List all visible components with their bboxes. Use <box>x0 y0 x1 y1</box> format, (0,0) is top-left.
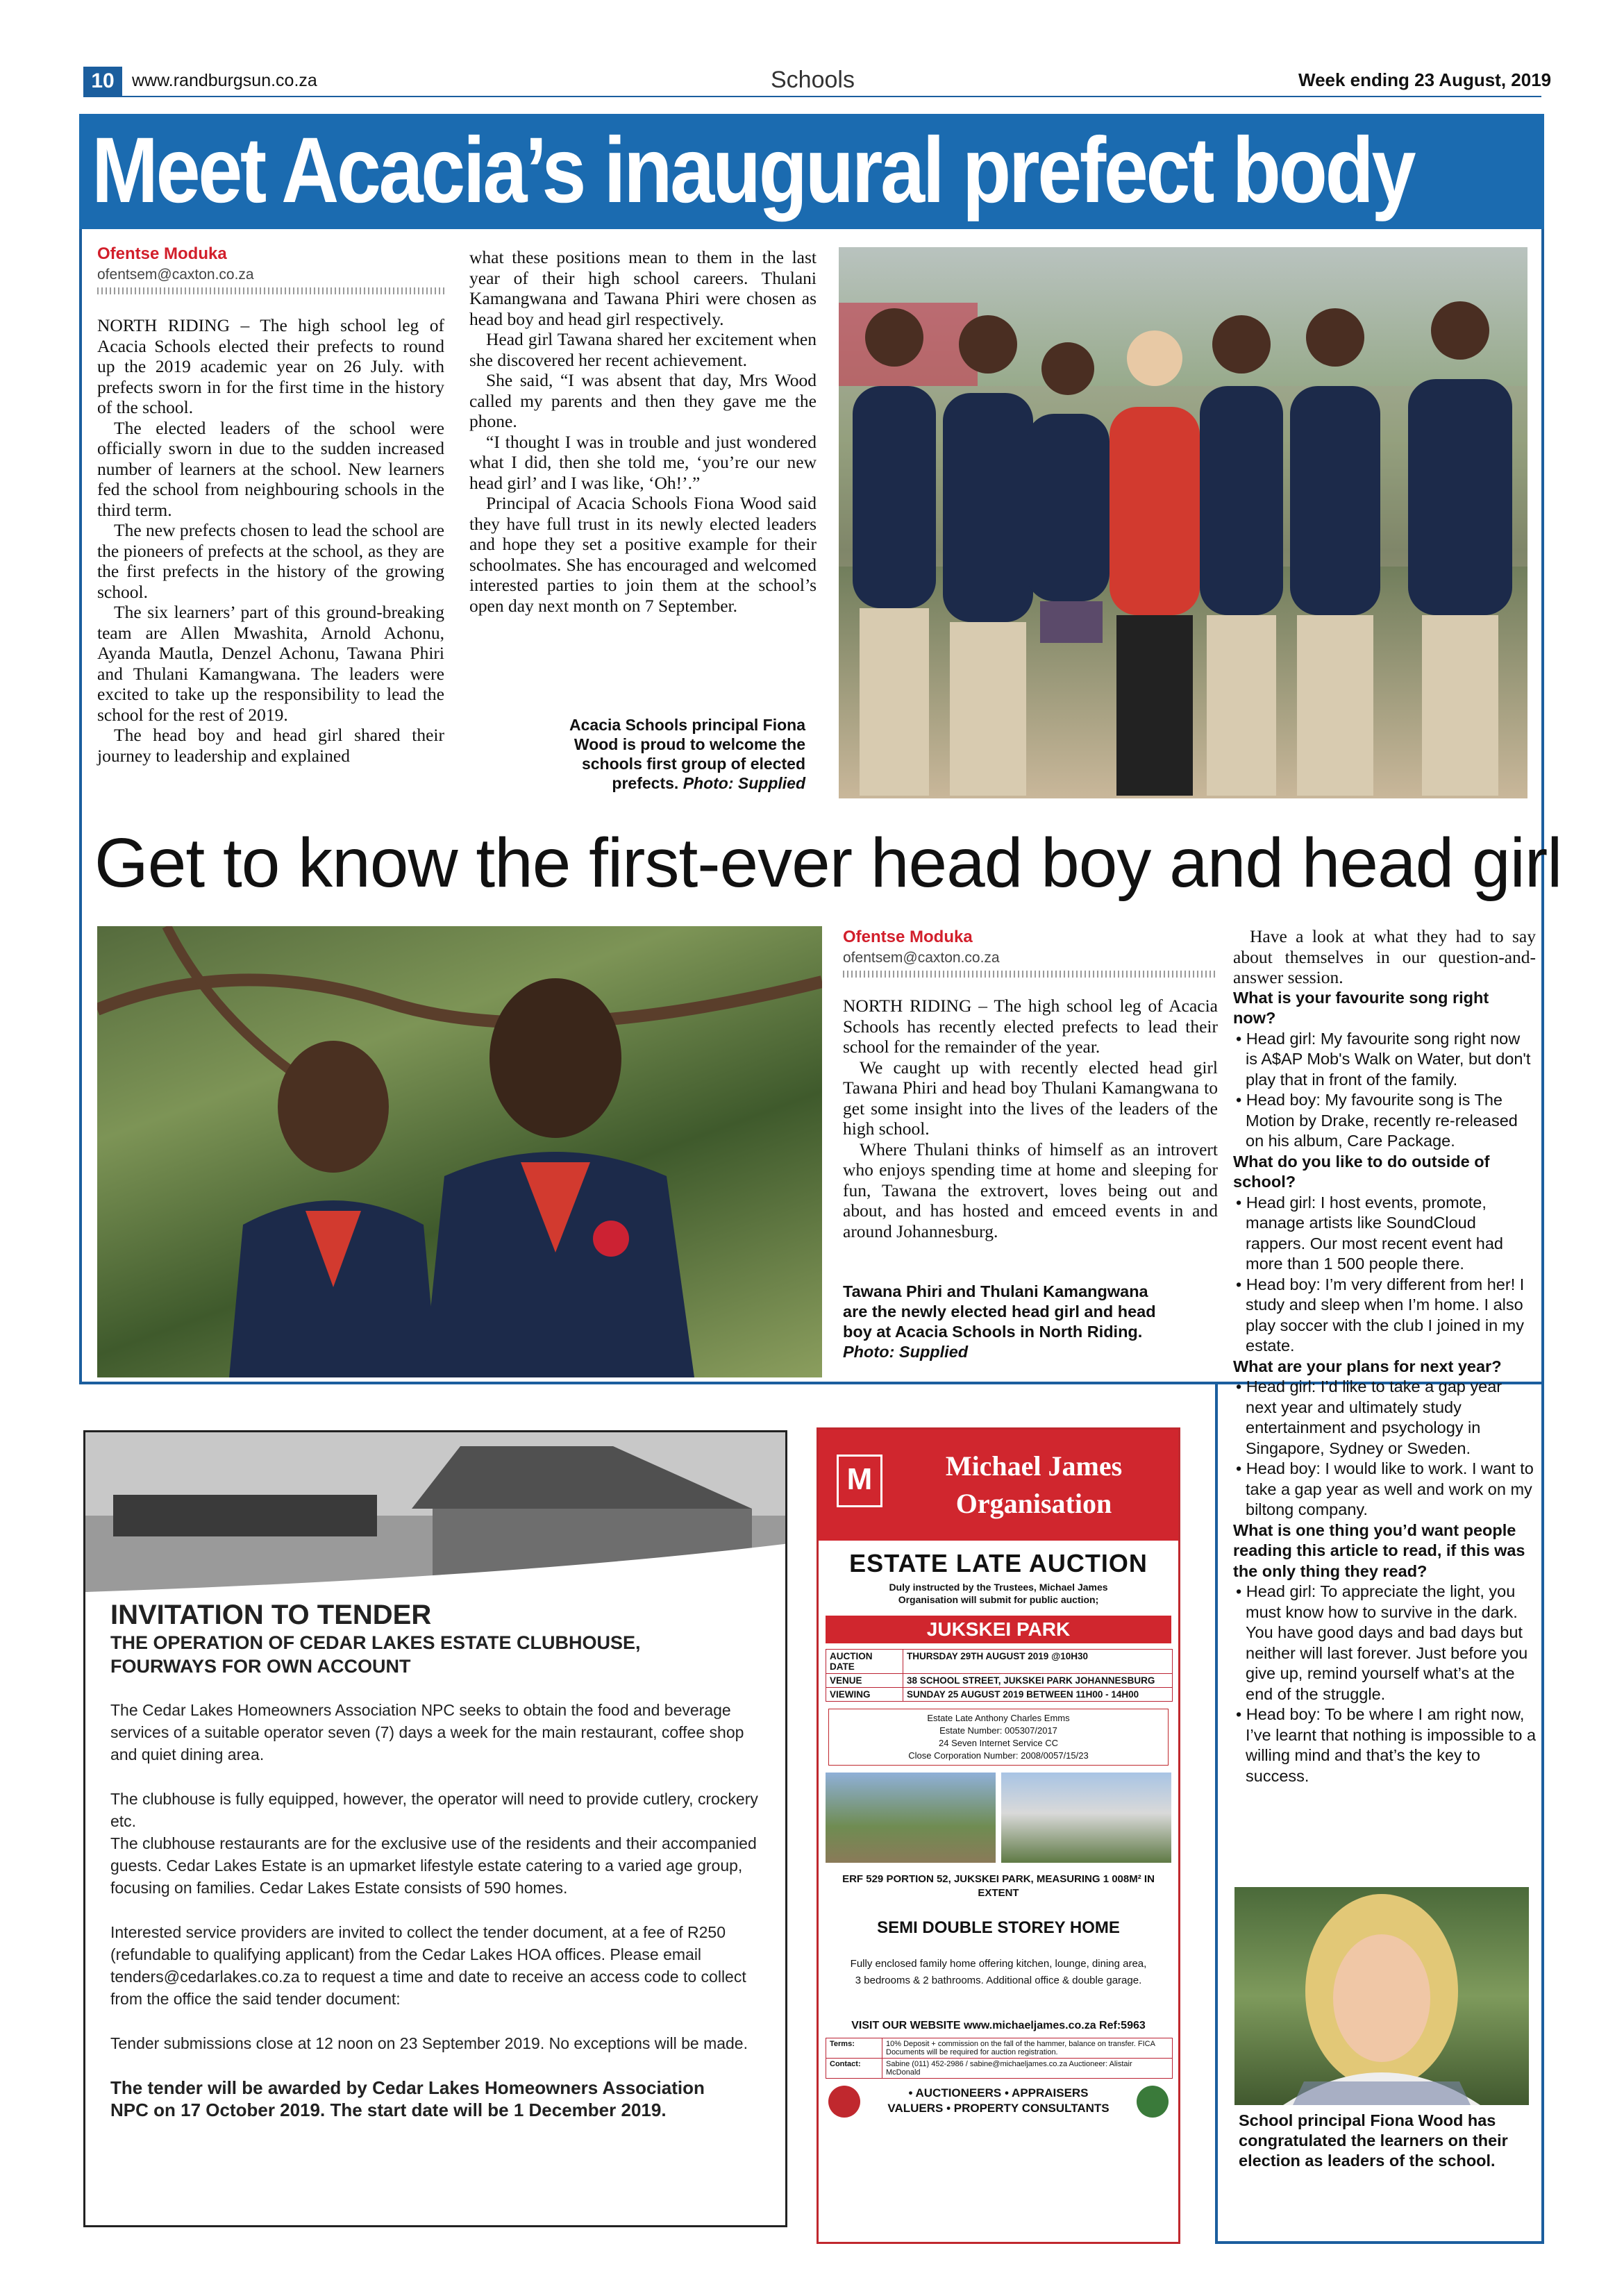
article2-col <box>843 928 1218 1362</box>
tender-award: The tender will be awarded by Cedar Lakes Homeowners Association NPC on 17 October 2019. The start date will be 1 December 2019. <box>110 2077 705 2120</box>
paragraph: “I thought I was in trouble and just wondered what I did, then she told me, ‘you’re our new head girl’ and I was like, ‘Oh!’.” <box>469 431 817 493</box>
detail-value: THURSDAY 29TH AUGUST 2019 @10H30 <box>903 1650 1173 1674</box>
qa-answer: • Head girl: I’d like to take a gap year next year and ultimately study entertainment and psychology in Singapore, Sydney or Sweden. <box>1236 1377 1502 1457</box>
byline-rule <box>97 287 444 294</box>
estate-line: 24 Seven Internet Service CC <box>939 1738 1058 1748</box>
tender-paragraph: The clubhouse is fully equipped, however, the operator will need to provide cutlery, crockery etc. <box>110 1790 758 1830</box>
auction-ad <box>817 1427 1180 2244</box>
article1-col1 <box>97 244 444 766</box>
group-photo-illustration <box>839 247 1527 798</box>
qa-answer: • Head girl: I host events, promote, manage artists like SoundCloud rappers. Our most recent event had more than 1 500 people there. <box>1236 1193 1503 1273</box>
byline-rule <box>843 971 1218 978</box>
detail-value: SUNDAY 25 AUGUST 2019 BETWEEN 11H00 - 14H00 <box>903 1688 1173 1702</box>
paragraph: The six learners’ part of this ground-breaking team are Allen Mwashita, Arnold Achonu, Ayanda Mautla, Denzel Achonu, Tawana Phiri and Thulani Kamangwana. The leaders were excited to take up the responsibility to lead the school for the rest of 2019. <box>97 602 444 725</box>
byline-email[interactable]: ofentsem@caxton.co.za <box>97 267 254 283</box>
auction-home: SEMI DOUBLE STOREY HOME <box>877 1918 1120 1937</box>
detail-label: VIEWING <box>826 1688 903 1702</box>
detail-value: 38 SCHOOL STREET, JUKSKEI PARK JOHANNESBURG <box>903 1674 1173 1688</box>
auction-detail-row <box>826 1688 1173 1702</box>
tender-paragraph: The clubhouse restaurants are for the exclusive use of the residents and their accompanied guests. Cedar Lakes Estate is an upmarket lifestyle estate catering to a varied age group, focusing on families. Cedar Lakes Estate consists of 590 homes. <box>110 1834 757 1897</box>
article1-col2 <box>469 247 817 616</box>
byline-name: Ofentse Moduka <box>843 928 973 946</box>
auction-detail-row <box>826 1650 1173 1674</box>
photo-credit: Photo: Supplied <box>683 774 805 792</box>
auction-desc: Fully enclosed family home offering kitchen, lounge, dining area, 3 bedrooms & 2 bathrooms. Additional office & double garage. <box>850 1958 1147 1986</box>
byline-name: Ofentse Moduka <box>97 244 227 263</box>
auction-detail-row <box>826 1674 1173 1688</box>
portrait-caption: School principal Fiona Wood has congratulated the learners on their election as leaders of the school. <box>1239 2111 1508 2170</box>
paragraph: Head girl Tawana shared her excitement when she discovered her recent achievement. <box>469 329 817 370</box>
paragraph: The head boy and head girl shared their journey to leadership and explained <box>97 725 444 766</box>
terms-text: 10% Deposit + commission on the fall of the hammer, balance on transfer. FICA Documents will be required for auction registration. <box>882 2038 1173 2059</box>
qa-question: What is your favourite song right now? <box>1233 988 1489 1027</box>
qa-answer: • Head boy: My favourite song is The Motion by Drake, recently re-released on his album, Care Package. <box>1236 1091 1518 1150</box>
principal-portrait <box>1234 1887 1529 2105</box>
website-link[interactable]: www.randburgsun.co.za <box>132 71 317 90</box>
paragraph: NORTH RIDING – The high school leg of Acacia Schools has recently elected prefects to lead their school for the remainder of the year. <box>843 996 1218 1057</box>
paragraph: Principal of Acacia Schools Fiona Wood said they have full trust in its newly elected leaders and hope they set a positive example for their schoolmates. She has encouraged and welcomed interested parties to join them at the school’s open day next month on 7 September. <box>469 493 817 616</box>
auction-footer: VALUERS • PROPERTY CONSULTANTS <box>887 2102 1110 2115</box>
qa-frame-right <box>1541 1384 1544 2244</box>
principal-illustration <box>1234 1887 1529 2105</box>
qa-frame <box>1215 1384 1218 2244</box>
auction-website[interactable]: VISIT OUR WEBSITE www.michaeljames.co.za Ref:5963 <box>851 2020 1146 2031</box>
qa-intro: Have a look at what they had to say about themselves in our question-and-answer session. <box>1233 926 1536 987</box>
head-prefects-illustration <box>97 926 822 1377</box>
auction-erf: ERF 529 PORTION 52, JUKSKEI PARK, MEASURING 1 008M² IN EXTENT <box>842 1873 1155 1899</box>
byline-email[interactable]: ofentsem@caxton.co.za <box>843 950 1000 966</box>
qa-column <box>1233 926 1536 1786</box>
auction-estate <box>828 1709 1169 1766</box>
paragraph: We caught up with recently elected head girl Tawana Phiri and head boy Thulani Kamangwana to get some insight into the lives of the leaders of the high school. <box>843 1057 1218 1139</box>
section-title: Schools <box>771 67 855 93</box>
head-prefects-photo <box>97 926 822 1377</box>
tender-subtitle: THE OPERATION OF CEDAR LAKES ESTATE CLUBHOUSE, FOURWAYS FOR OWN ACCOUNT <box>110 1632 641 1677</box>
auction-details-table <box>826 1649 1173 1702</box>
estate-line: Estate Number: 005307/2017 <box>939 1725 1057 1736</box>
mj-logo-icon: M <box>837 1455 882 1507</box>
paragraph: NORTH RIDING – The high school leg of Acacia Schools elected their prefects to round up the 2019 academic year on 26 July. with prefects sworn in for the first time in the history of the school. <box>97 315 444 417</box>
issue-date: Week ending 23 August, 2019 <box>1298 69 1552 90</box>
terms-label: Terms: <box>826 2038 882 2059</box>
house-photo-2 <box>1001 1773 1171 1863</box>
estate-line: Estate Late Anthony Charles Emms <box>927 1713 1070 1723</box>
article2-headline: Get to know the first-ever head boy and head girl <box>94 824 1562 902</box>
qa-question: What do you like to do outside of school? <box>1233 1152 1490 1191</box>
qa-answer: • Head girl: To appreciate the light, you must know how to survive in the dark. You have good days and bad days but neither will last forever. Just before you give up, remind yourself what’s at the end of the struggle. <box>1236 1582 1528 1703</box>
estate-line: Close Corporation Number: 2008/0057/15/23 <box>908 1750 1089 1761</box>
auction-header <box>819 1430 1178 1541</box>
paragraph: The elected leaders of the school were officially sworn in due to the sudden increased number of learners at the school. New learners fed the school from neighbouring schools in the third term. <box>97 417 444 520</box>
auction-badge-right-icon <box>1137 2086 1169 2118</box>
tender-paragraph: The Cedar Lakes Homeowners Association NPC seeks to obtain the food and beverage services of a suitable operator seven (7) days a week for the main restaurant, coffee shop and quiet dining area. <box>110 1701 744 1763</box>
detail-label: AUCTION DATE <box>826 1650 903 1674</box>
qa-list <box>1233 988 1536 1787</box>
paragraph: what these positions mean to them in the last year of their high school careers. Thulani Kamangwana and Tawana Phiri were chosen as head boy and head girl respectively. <box>469 247 817 329</box>
qa-frame-bottom <box>1215 2241 1544 2244</box>
qa-answer: • Head girl: My favourite song right now is A$AP Mob's Walk on Water, but don't play that in front of the family. <box>1236 1029 1531 1089</box>
tender-title: INVITATION TO TENDER <box>110 1600 432 1630</box>
paragraph: Where Thulani thinks of himself as an introvert who enjoys spending time at home and sleeping for fun, Tawana the extrovert, loves being out and about, and has hosted and emceed events in and around Johannesburg. <box>843 1139 1218 1241</box>
qa-answer: • Head boy: To be where I am right now, I’ve learnt that nothing is impossible to a willing mind and that’s the key to success. <box>1236 1705 1537 1785</box>
contact-label: Contact: <box>826 2059 882 2079</box>
photo-caption: Tawana Phiri and Thulani Kamangwana are the newly elected head girl and head boy at Acacia Schools in North Riding. Photo: Supplied <box>843 1282 1156 1361</box>
qa-answer: • Head boy: I’m very different from her! I study and sleep when I’m home. I also play soccer with the club I joined in my estate. <box>1236 1275 1525 1355</box>
paragraph: The new prefects chosen to lead the school are the pioneers of prefects at the school, as they are the first prefects in the history of the growing school. <box>97 520 444 602</box>
qa-question: What is one thing you’d want people reading this article to read, if this was the only thing they read? <box>1233 1520 1525 1580</box>
header-rule <box>83 96 1541 97</box>
headline: Meet Acacia’s inaugural prefect body <box>92 119 1414 222</box>
auction-footer: • AUCTIONEERS • APPRAISERS <box>908 2086 1089 2100</box>
auction-instructed: Duly instructed by the Trustees, Michael James Organisation will submit for public auction; <box>889 1582 1108 1605</box>
auction-badge-left-icon <box>828 2086 860 2118</box>
qa-question: What are your plans for next year? <box>1233 1357 1502 1375</box>
house-photo-1 <box>826 1773 996 1863</box>
contact-text[interactable]: Sabine (011) 452-2986 / sabine@michaeljames.co.za Auctioneer: Alistair McDonald <box>882 2059 1173 2079</box>
tender-ad <box>83 1430 787 2227</box>
auction-title: ESTATE LATE AUCTION <box>849 1549 1148 1577</box>
photo-caption: Acacia Schools principal Fiona Wood is proud to welcome the schools first group of elected prefects. Photo: Supplied <box>569 716 805 792</box>
page-number: 10 <box>83 67 122 96</box>
tender-paragraph: Interested service providers are invited to collect the tender document, at a fee of R250 (refundable to qualifying applicant) from the Cedar Lakes HOA offices. Please email tenders@cedarlakes.co.za to request a time and date to receive an access code to collect from the office the said tender document: <box>110 1923 746 2008</box>
paragraph: She said, “I was absent that day, Mrs Wood called my parents and then they gave me the phone. <box>469 370 817 431</box>
auction-company: Michael James Organisation <box>945 1450 1123 1519</box>
detail-label: VENUE <box>826 1674 903 1688</box>
qa-answer: • Head boy: I would like to work. I want to take a gap year as well and work on my biltong company. <box>1236 1459 1534 1518</box>
group-photo <box>839 247 1527 798</box>
auction-terms-table <box>826 2038 1173 2079</box>
auction-location: JUKSKEI PARK <box>826 1616 1171 1643</box>
photo-credit: Photo: Supplied <box>843 1343 969 1361</box>
tender-paragraph: Tender submissions close at 12 noon on 23 September 2019. No exceptions will be made. <box>110 2034 748 2052</box>
